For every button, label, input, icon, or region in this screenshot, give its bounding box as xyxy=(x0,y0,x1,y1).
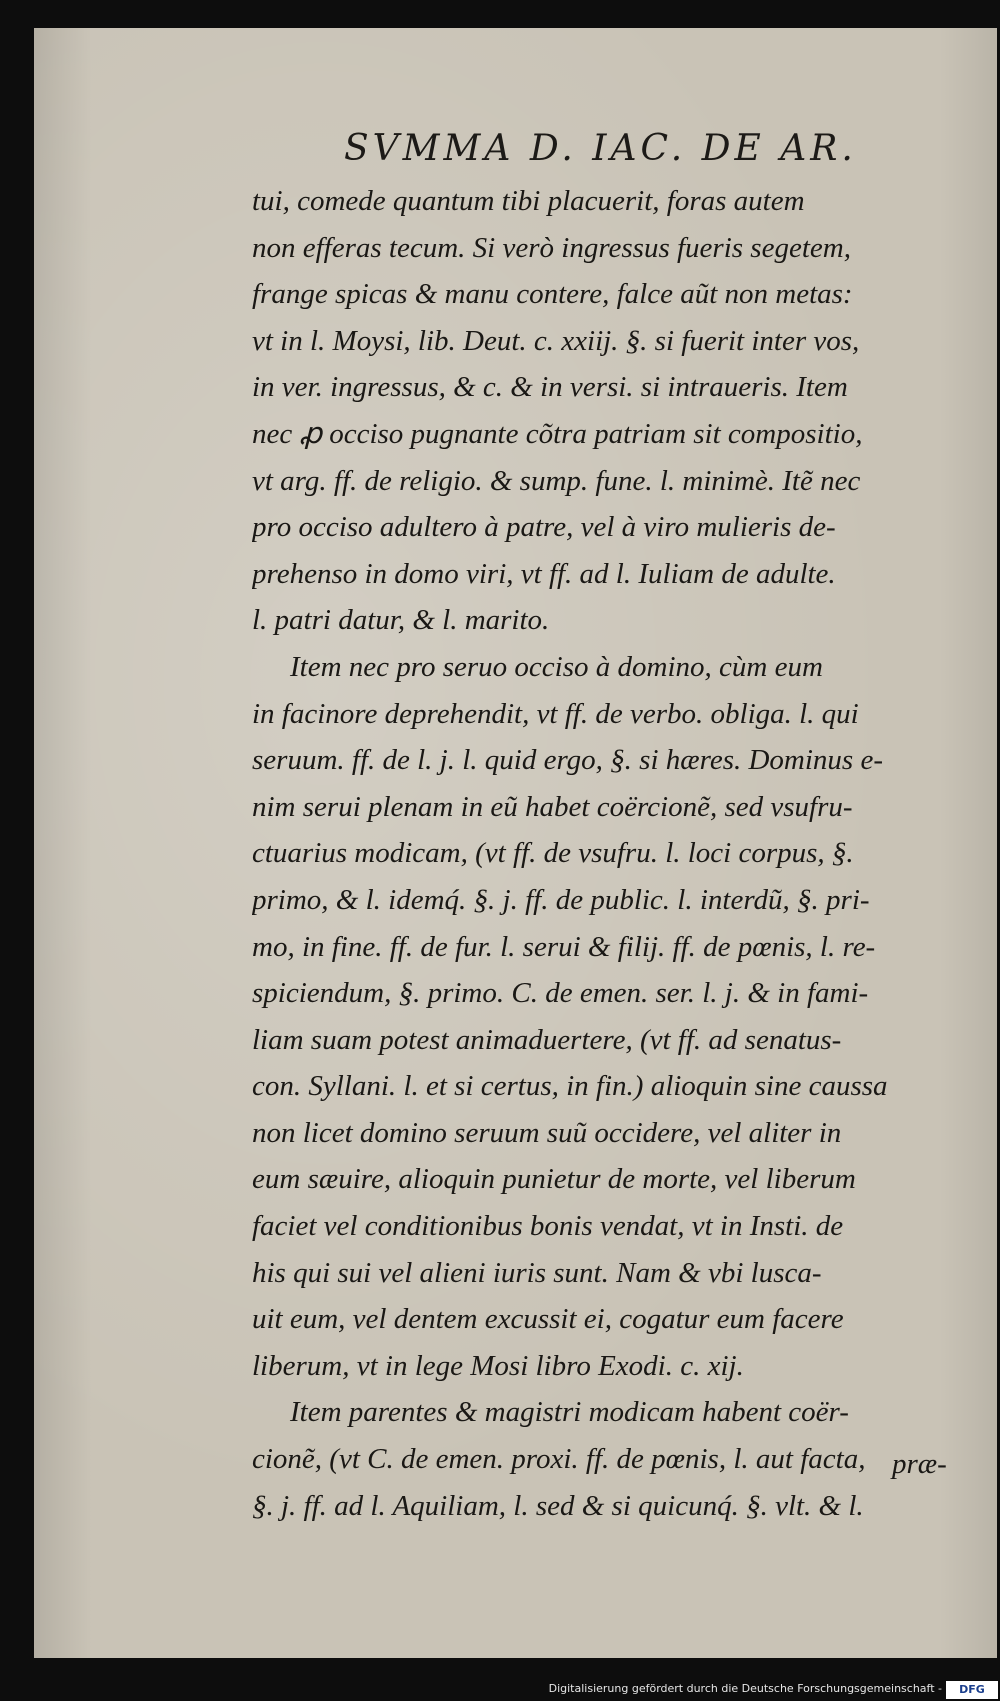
text-line: tui, comede quantum tibi placuerit, foras autem xyxy=(252,185,805,217)
text-line: mo, in fine. ff. de fur. l. serui & filij. ff. de pœnis, l. re- xyxy=(252,930,876,963)
text-line: uit eum, vel dentem excussit ei, cogatur eum facere xyxy=(252,1303,844,1336)
dfg-logo: DFG xyxy=(946,1681,998,1699)
text-line: eum sæuire, alioquin punietur de morte, vel liberum xyxy=(252,1163,856,1196)
text-line: Item parentes & magistri modicam habent coër- xyxy=(290,1396,849,1429)
text-line: Item nec pro seruo occiso à domino, cùm eum xyxy=(290,650,823,683)
body-text xyxy=(252,178,997,1529)
text-line: faciet vel conditionibus bonis vendat, vt in Insti. de xyxy=(252,1210,844,1243)
text-line: liam suam potest animaduertere, (vt ff. ad senatus- xyxy=(252,1023,842,1056)
text-line: nim serui plenam in eũ habet coërcionẽ, sed vsufru- xyxy=(252,790,853,823)
text-line: frange spicas & manu contere, falce aũt non metas: xyxy=(252,278,853,311)
text-line: pro occiso adultero à patre, vel à viro mulieris de- xyxy=(252,511,836,544)
text-line: seruum. ff. de l. j. l. quid ergo, §. si hæres. Dominus e- xyxy=(252,744,883,777)
book-page xyxy=(34,28,997,1658)
text-line: spiciendum, §. primo. C. de emen. ser. l. j. & in fami- xyxy=(252,977,869,1010)
text-line: cionẽ, (vt C. de emen. proxi. ff. de pœnis, l. aut facta, xyxy=(252,1443,866,1476)
text-line: ctuarius modicam, (vt ff. de vsufru. l. loci corpus, §. xyxy=(252,837,854,870)
digitization-credit: Digitalisierung gefördert durch die Deutsche Forschungsgemeinschaft - xyxy=(548,1682,942,1695)
text-line: liberum, vt in lege Mosi libro Exodi. c. xij. xyxy=(252,1349,744,1382)
text-line: his qui sui vel alieni iuris sunt. Nam & vbi lusca- xyxy=(252,1256,822,1289)
text-line: non efferas tecum. Si verò ingressus fueris segetem, xyxy=(252,231,851,264)
catchword: præ- xyxy=(892,1448,947,1480)
text-line: primo, & l. idemq́. §. j. ff. de public. l. interdũ, §. pri- xyxy=(252,883,870,916)
text-line: in facinore deprehendit, vt ff. de verbo. obliga. l. qui xyxy=(252,697,859,730)
text-line: vt in l. Moysi, lib. Deut. c. xxiij. §. si fuerit inter vos, xyxy=(252,324,860,357)
text-line: l. patri datur, & l. marito. xyxy=(252,604,550,637)
running-head: SVMMA D. IAC. DE AR. xyxy=(344,128,857,169)
text-line: con. Syllani. l. et si certus, in fin.) alioquin sine caussa xyxy=(252,1070,888,1103)
text-line: non licet domino seruum suũ occidere, vel aliter in xyxy=(252,1116,842,1149)
text-line: prehenso in domo viri, vt ff. ad l. Iuliam de adulte. xyxy=(252,557,836,590)
text-line: §. j. ff. ad l. Aquiliam, l. sed & si quicunq́. §. vlt. & l. xyxy=(252,1489,864,1522)
text-line: vt arg. ff. de religio. & sump. fune. l. minimè. Itẽ nec xyxy=(252,464,861,497)
text-line: nec ꝓ occiso pugnante cõtra patriam sit compositio, xyxy=(252,417,863,450)
text-line: in ver. ingressus, & c. & in versi. si intraueris. Item xyxy=(252,371,848,404)
